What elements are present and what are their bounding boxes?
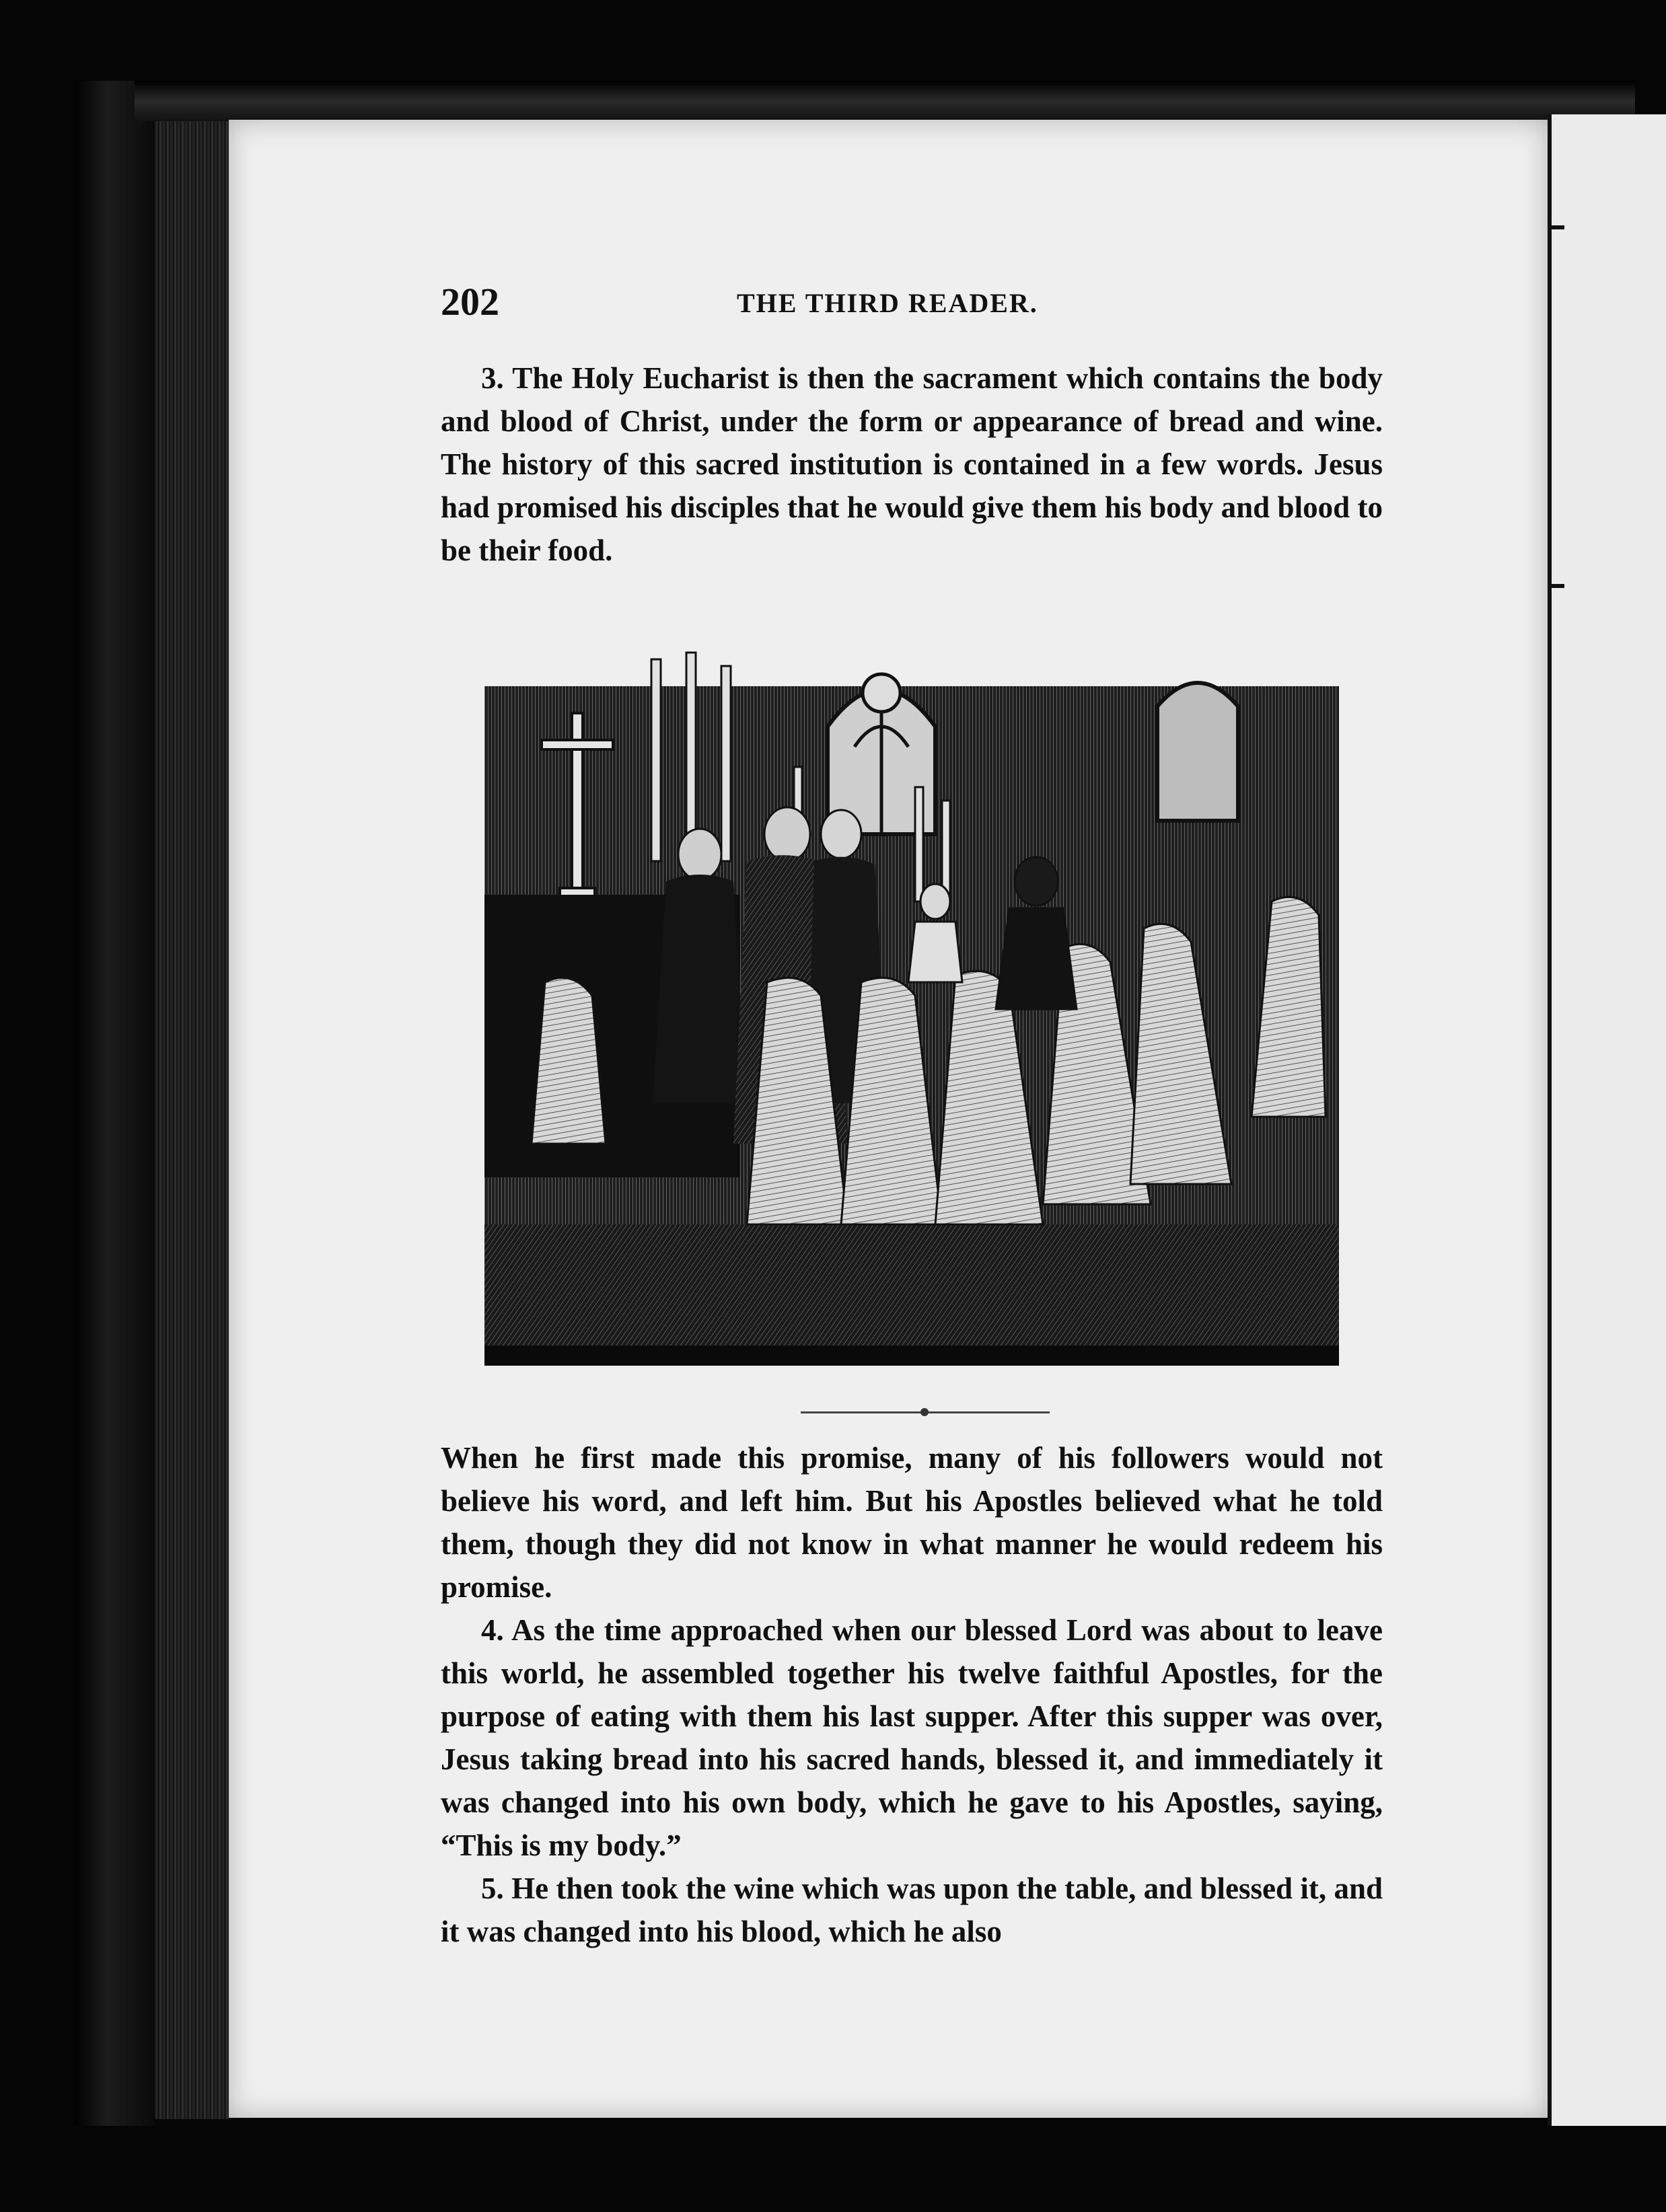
rule-ornament — [920, 1408, 929, 1416]
paragraph: 5. He then took the wine which was upon the table, and blessed it, and it was changed into his blood, which he also — [441, 1872, 1383, 1948]
paragraph: When he first made this promise, many of his followers would not believe his word, and left him. But his Apostles believed what he told them, though they did not know in what manner he would redeem his promise. — [441, 1441, 1383, 1604]
gutter-line — [1548, 114, 1552, 2126]
floor — [484, 1224, 1339, 1359]
running-head: THE THIRD READER. — [737, 288, 1038, 318]
page-header — [441, 279, 1383, 326]
text-block-bottom — [441, 1436, 1383, 1953]
text-block-top — [441, 357, 1383, 572]
page-number: 202 — [441, 280, 499, 324]
paragraph: 3. The Holy Eucharist is then the sacrament which contains the body and blood of Christ, under the form or appearance of bread and wine. The history of this sacred institution is contained in a few words. Jesus had promised his disciples that he would give them his body and blood to be their food. — [441, 361, 1383, 567]
engraving-illustration — [484, 632, 1339, 1379]
page-edges — [155, 87, 229, 2119]
opposite-page — [1548, 114, 1666, 2126]
paragraph: 4. As the time approached when our blessed Lord was about to leave this world, he assembled together his twelve faithful Apostles, for the purpose of eating with them his last supper. After this supper was over, Jesus taking bread into his sacred hands, blessed it, and immediately it was changed into his own body, which he gave to his Apostles, saying, “This is my body.” — [441, 1613, 1383, 1862]
book-spine-edge — [74, 81, 155, 2126]
gothic-window — [1157, 683, 1238, 821]
book-top-edge — [135, 81, 1635, 121]
